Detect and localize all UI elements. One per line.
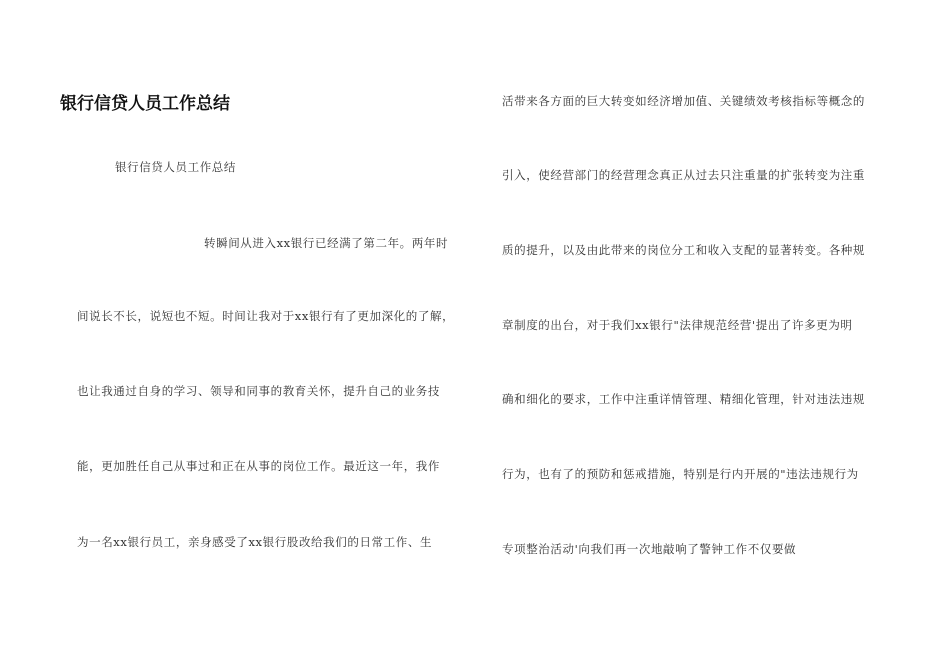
document-subtitle: 银行信贷人员工作总结 xyxy=(115,160,236,174)
paragraph-line: 行为，也有了的预防和惩戒措施，特别是行内开展的"违法违规行为 xyxy=(502,467,859,481)
paragraph-line: 确和细化的要求，工作中注重详情管理、精细化管理，针对违法违规 xyxy=(502,392,865,406)
document-title: 银行信贷人员工作总结 xyxy=(60,94,230,114)
paragraph-line: 为一名xx银行员工，亲身感受了xx银行股改给我们的日常工作、生 xyxy=(77,535,433,549)
paragraph-line: 章制度的出台，对于我们xx银行"法律规范经营'提出了许多更为明 xyxy=(502,318,853,332)
paragraph-line: 专项整治活动'向我们再一次地敲响了警钟工作不仅要做 xyxy=(502,542,797,556)
paragraph-line: 转瞬间从进入xx银行已经满了第二年。两年时 xyxy=(204,236,449,250)
paragraph-line: 质的提升，以及由此带来的岗位分工和收入支配的显著转变。各种规 xyxy=(502,243,865,257)
paragraph-line: 活带来各方面的巨大转变如经济增加值、关键绩效考核指标等概念的 xyxy=(502,94,865,108)
paragraph-line: 间说长不长，说短也不短。时间让我对于xx银行有了更加深化的了解， xyxy=(77,309,455,323)
paragraph-line: 能，更加胜任自己从事过和正在从事的岗位工作。最近这一年，我作 xyxy=(77,459,440,473)
paragraph-line: 引入，使经营部门的经营理念真正从过去只注重量的扩张转变为注重 xyxy=(502,168,865,182)
paragraph-line: 也让我通过自身的学习、领导和同事的教育关怀，提升自己的业务技 xyxy=(77,384,440,398)
